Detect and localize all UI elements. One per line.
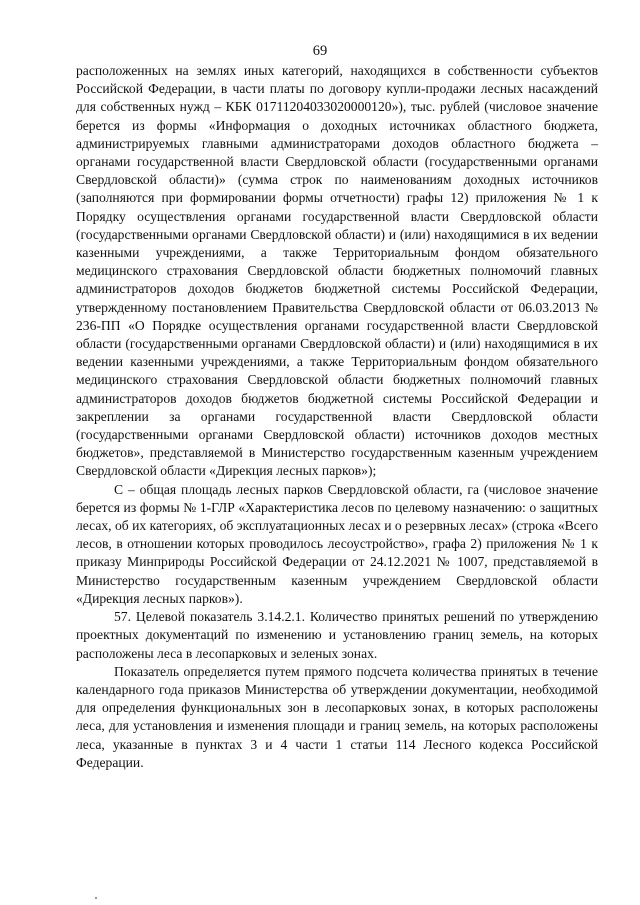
paragraph-3: 57. Целевой показатель 3.14.2.1. Количество принятых решений по утверждению проектных документаций по изменению и установлению границ земель, на которых расположены леса в лесопарковых и зеленых зонах. [76,609,598,661]
document-body [76,62,598,772]
scan-speck [95,897,97,899]
paragraph-2: С – общая площадь лесных парков Свердловской области, га (числовое значение берется из формы № 1-ГЛР «Характеристика лесов по целевому назначению: о защитных лесах, об их категориях, об эксплуатационных лесах и о резервных лесах» (строка «Всего лесов, в отношении которых проводилось лесоустройство», графа 2) приложения № 1 к приказу Минприроды Российской Федерации от 24.12.2021 № 1007, представляемой в Министерство государственным казенным учреждением Свердловской области «Дирекция лесных парков»). [76,481,598,606]
paragraph-4: Показатель определяется путем прямого подсчета количества принятых в течение календарного года приказов Министерства об утверждении документации, необходимой для определения функциональных зон в лесопарковых зонах, в которых расположены леса, для установления и изменения площади и границ земель, на которых расположены леса, указанные в пунктах 3 и 4 части 1 статьи 114 Лесного кодекса Российской Федерации. [76,663,598,770]
page-number: 69 [312,43,328,59]
paragraph-1: расположенных на землях иных категорий, находящихся в собственности субъектов Российской Федерации, в части платы по договору купли-продажи лесных насаждений для собственных нужд – КБК 01711204033020000120»), тыс. рублей (числовое значение берется из формы «Информация о доходных источниках областного бюджета, администрируемых главными администраторами доходов областного бюджета – органами государственной власти Свердловской области (государственными органами Свердловской области)» (сумма строк по наименованиям доходных источников (заполняются при формировании формы отчетности) графы 12) приложения № 1 к Порядку осуществления органами государственной власти Свердловской области (государственными органами Свердловской области) и (или) находящимися в их ведении казенными учреждениями, а также Территориальным фондом обязательного медицинского страхования Свердловской области бюджетных полномочий главных администраторов доходов бюджетов бюджетной системы Российской Федерации, утвержденному постановлением Правительства Свердловской области от 06.03.2013 № 236-ПП «О Порядке осуществления органами государственной власти Свердловской области (государственными органами Свердловской области) и (или) находящимися в их ведении казенными учреждениями, а также Территориальным фондом обязательного медицинского страхования Свердловской области бюджетных полномочий главных администраторов доходов бюджетов бюджетной системы Российской Федерации и закреплении за органами государственной власти Свердловской области (государственными органами Свердловской области) источников доходов местных бюджетов», представляемой в Министерство государственным казенным учреждением Свердловской области «Дирекция лесных парков»); [76,63,598,479]
